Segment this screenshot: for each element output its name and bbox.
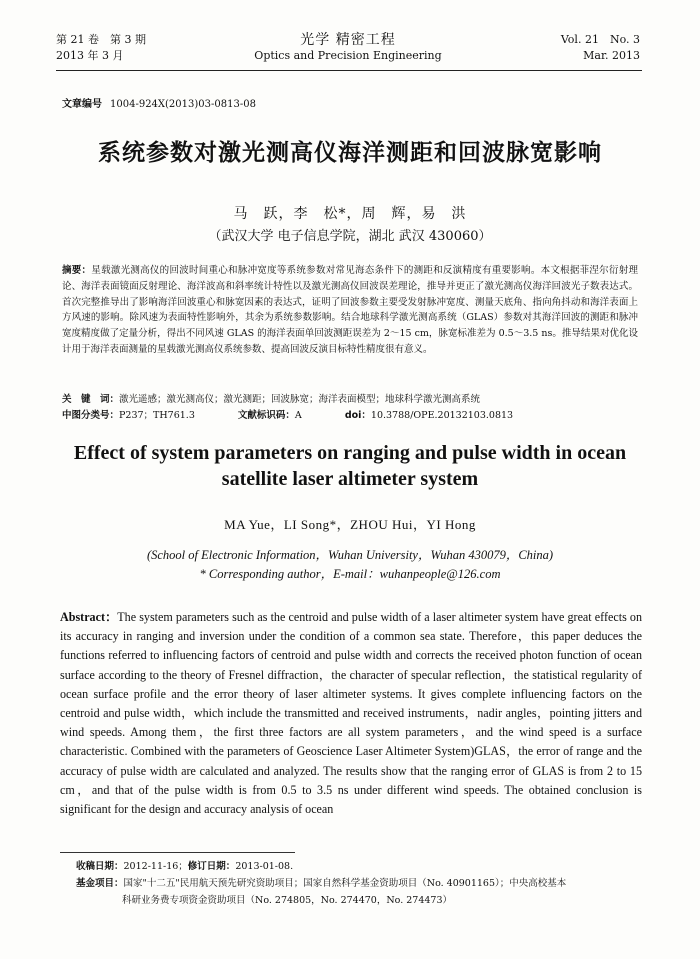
clc-field (62, 410, 215, 421)
document-code-value: A (294, 410, 302, 421)
corresponding-author-line: * Corresponding author，E-mail：wuhanpeople@126.com (199, 567, 501, 581)
keywords-text: 激光遥感；激光测高仪；激光测距；回波脉宽；海洋表面模型；地球科学激光测高系统 (119, 394, 481, 405)
fund-label: 基金项目： (76, 878, 124, 889)
clc-label: 中图分类号： (62, 410, 120, 421)
received-value: 2012-11-16； (123, 861, 188, 872)
english-abstract (60, 608, 642, 819)
article-number-label: 文章编号 (62, 99, 102, 110)
received-label: 收稿日期： (76, 861, 124, 872)
volume-en: Vol. 21 No. 3 (560, 33, 640, 46)
article-number (62, 95, 256, 110)
english-affiliation (0, 546, 700, 584)
doi-field (345, 410, 533, 421)
article-number-value: 1004-924X(2013)03-0813-08 (110, 99, 256, 110)
document-code-label: 文献标识码： (237, 410, 295, 421)
date-en: Mar. 2013 (583, 49, 640, 62)
chinese-title: 系统参数对激光测高仪海洋测距和回波脉宽影响 (98, 140, 602, 166)
header-rule (56, 70, 642, 71)
chinese-keywords (62, 391, 638, 405)
english-abstract-text: The system parameters such as the centroid and pulse width of a laser altimeter system have great effects on its accuracy in ranging and inversion under the condition of a common sea state. Therefore，this paper deduces the functions referred to influencing factors of centroid and pulse width and corrects the received photon function of ocean surface according to the theory of Fresnel diffraction，the character of specular reflection，the statistical regularity of ocean surface profile and the error theory of laser altimeter systems. It gives complete influencing factors on the centroid and pulse width，which include the transmitted and received instruments，nadir angles，pointing jitters and wind speeds. Among them，the first three factors are all system parameters，and the wind speed is a surface characteristic. Combined with the parameters of Geoscience Laser Altimeter System)GLAS，the error of range and the accuracy of pulse width are calculated and analyzed. The results show that the ranging error of GLAS is from 2 to 15 cm，and that of the pulse width is from 0.5 to 3.5 ns under different wind speeds. The obtained conclusion is significant for the design and accuracy analysis of ocean (60, 610, 642, 817)
doi-label: doi： (344, 410, 371, 421)
chinese-abstract-label: 摘要： (62, 265, 92, 276)
header-right (561, 32, 640, 64)
revised-value: 2013-01-08. (235, 861, 294, 872)
chinese-abstract-text: 星载激光测高仪的回波时间重心和脉冲宽度等系统参数对常见海态条件下的测距和反演精度有重要影响。本文根据菲涅尔衍射理论、海洋表面镜面反射理论、海洋波高和斜率统计特性以及激光测高仪回波误差理论，推导并更正了激光测高仪海洋回波光子数表达式。首次完整推导出了影响海洋回波重心和脉宽因素的表达式，证明了回波参数主要受发射脉冲宽度、测量天底角、指向角抖动和海洋表面上方风速的影响。除风速为表面特性影响外，其余为系统参数影响。结合地球科学激光测高系统（GLAS）参数对其海洋回波的测距和脉冲宽度精度做了定量分析，得出不同风速 GLAS 的海洋表面单回波测距误差为 2～15 cm，脉宽标准差为 0.5～3.5 ns。推导结果对优化设计用于海洋表面测量的星载激光测高仪系统参数、提高回波反演目标特性精度很有意义。 (62, 265, 638, 355)
journal-name-en: Optics and Precision Engineering (254, 49, 442, 62)
classification-line (62, 407, 638, 421)
chinese-abstract (62, 263, 638, 358)
volume-cn: 第 21 卷 第 3 期 (56, 33, 146, 46)
english-authors: MA Yue，LI Song*，ZHOU Hui，YI Hong (224, 517, 476, 532)
dates-line (76, 858, 640, 875)
keywords-label: 关 键 词： (62, 394, 120, 405)
revised-label: 修订日期： (187, 861, 236, 872)
footnote (76, 858, 640, 909)
running-header (56, 32, 640, 66)
english-affiliation-line: (School of Electronic Information，Wuhan University，Wuhan 430079，China) (146, 548, 554, 562)
clc-value: P237；TH761.3 (119, 410, 195, 421)
doi-value: 10.3788/OPE.20132103.0813 (370, 410, 514, 421)
english-title: Effect of system parameters on ranging and pulse width in ocean satellite laser altimeter system (73, 442, 627, 490)
footnote-rule (60, 852, 295, 853)
date-cn: 2013 年 3 月 (56, 49, 124, 62)
fund-line (76, 875, 640, 892)
chinese-authors: 马 跃，李 松*，周 辉，易 洪 (233, 206, 467, 222)
fund-text-1: 国家"十二五"民用航天预先研究资助项目；国家自然科学基金资助项目（No. 40901165）；中央高校基本 (123, 878, 567, 889)
fund-line-continued: 科研业务费专项资金资助项目（No. 274805，No. 274470，No. 274473） (122, 895, 453, 906)
english-abstract-label: Abstract： (60, 610, 118, 624)
header-center (56, 32, 640, 64)
document-code-field (238, 410, 322, 421)
chinese-affiliation: （武汉大学 电子信息学院，湖北 武汉 430060） (208, 229, 492, 244)
journal-name-cn: 光学 精密工程 (300, 32, 396, 48)
